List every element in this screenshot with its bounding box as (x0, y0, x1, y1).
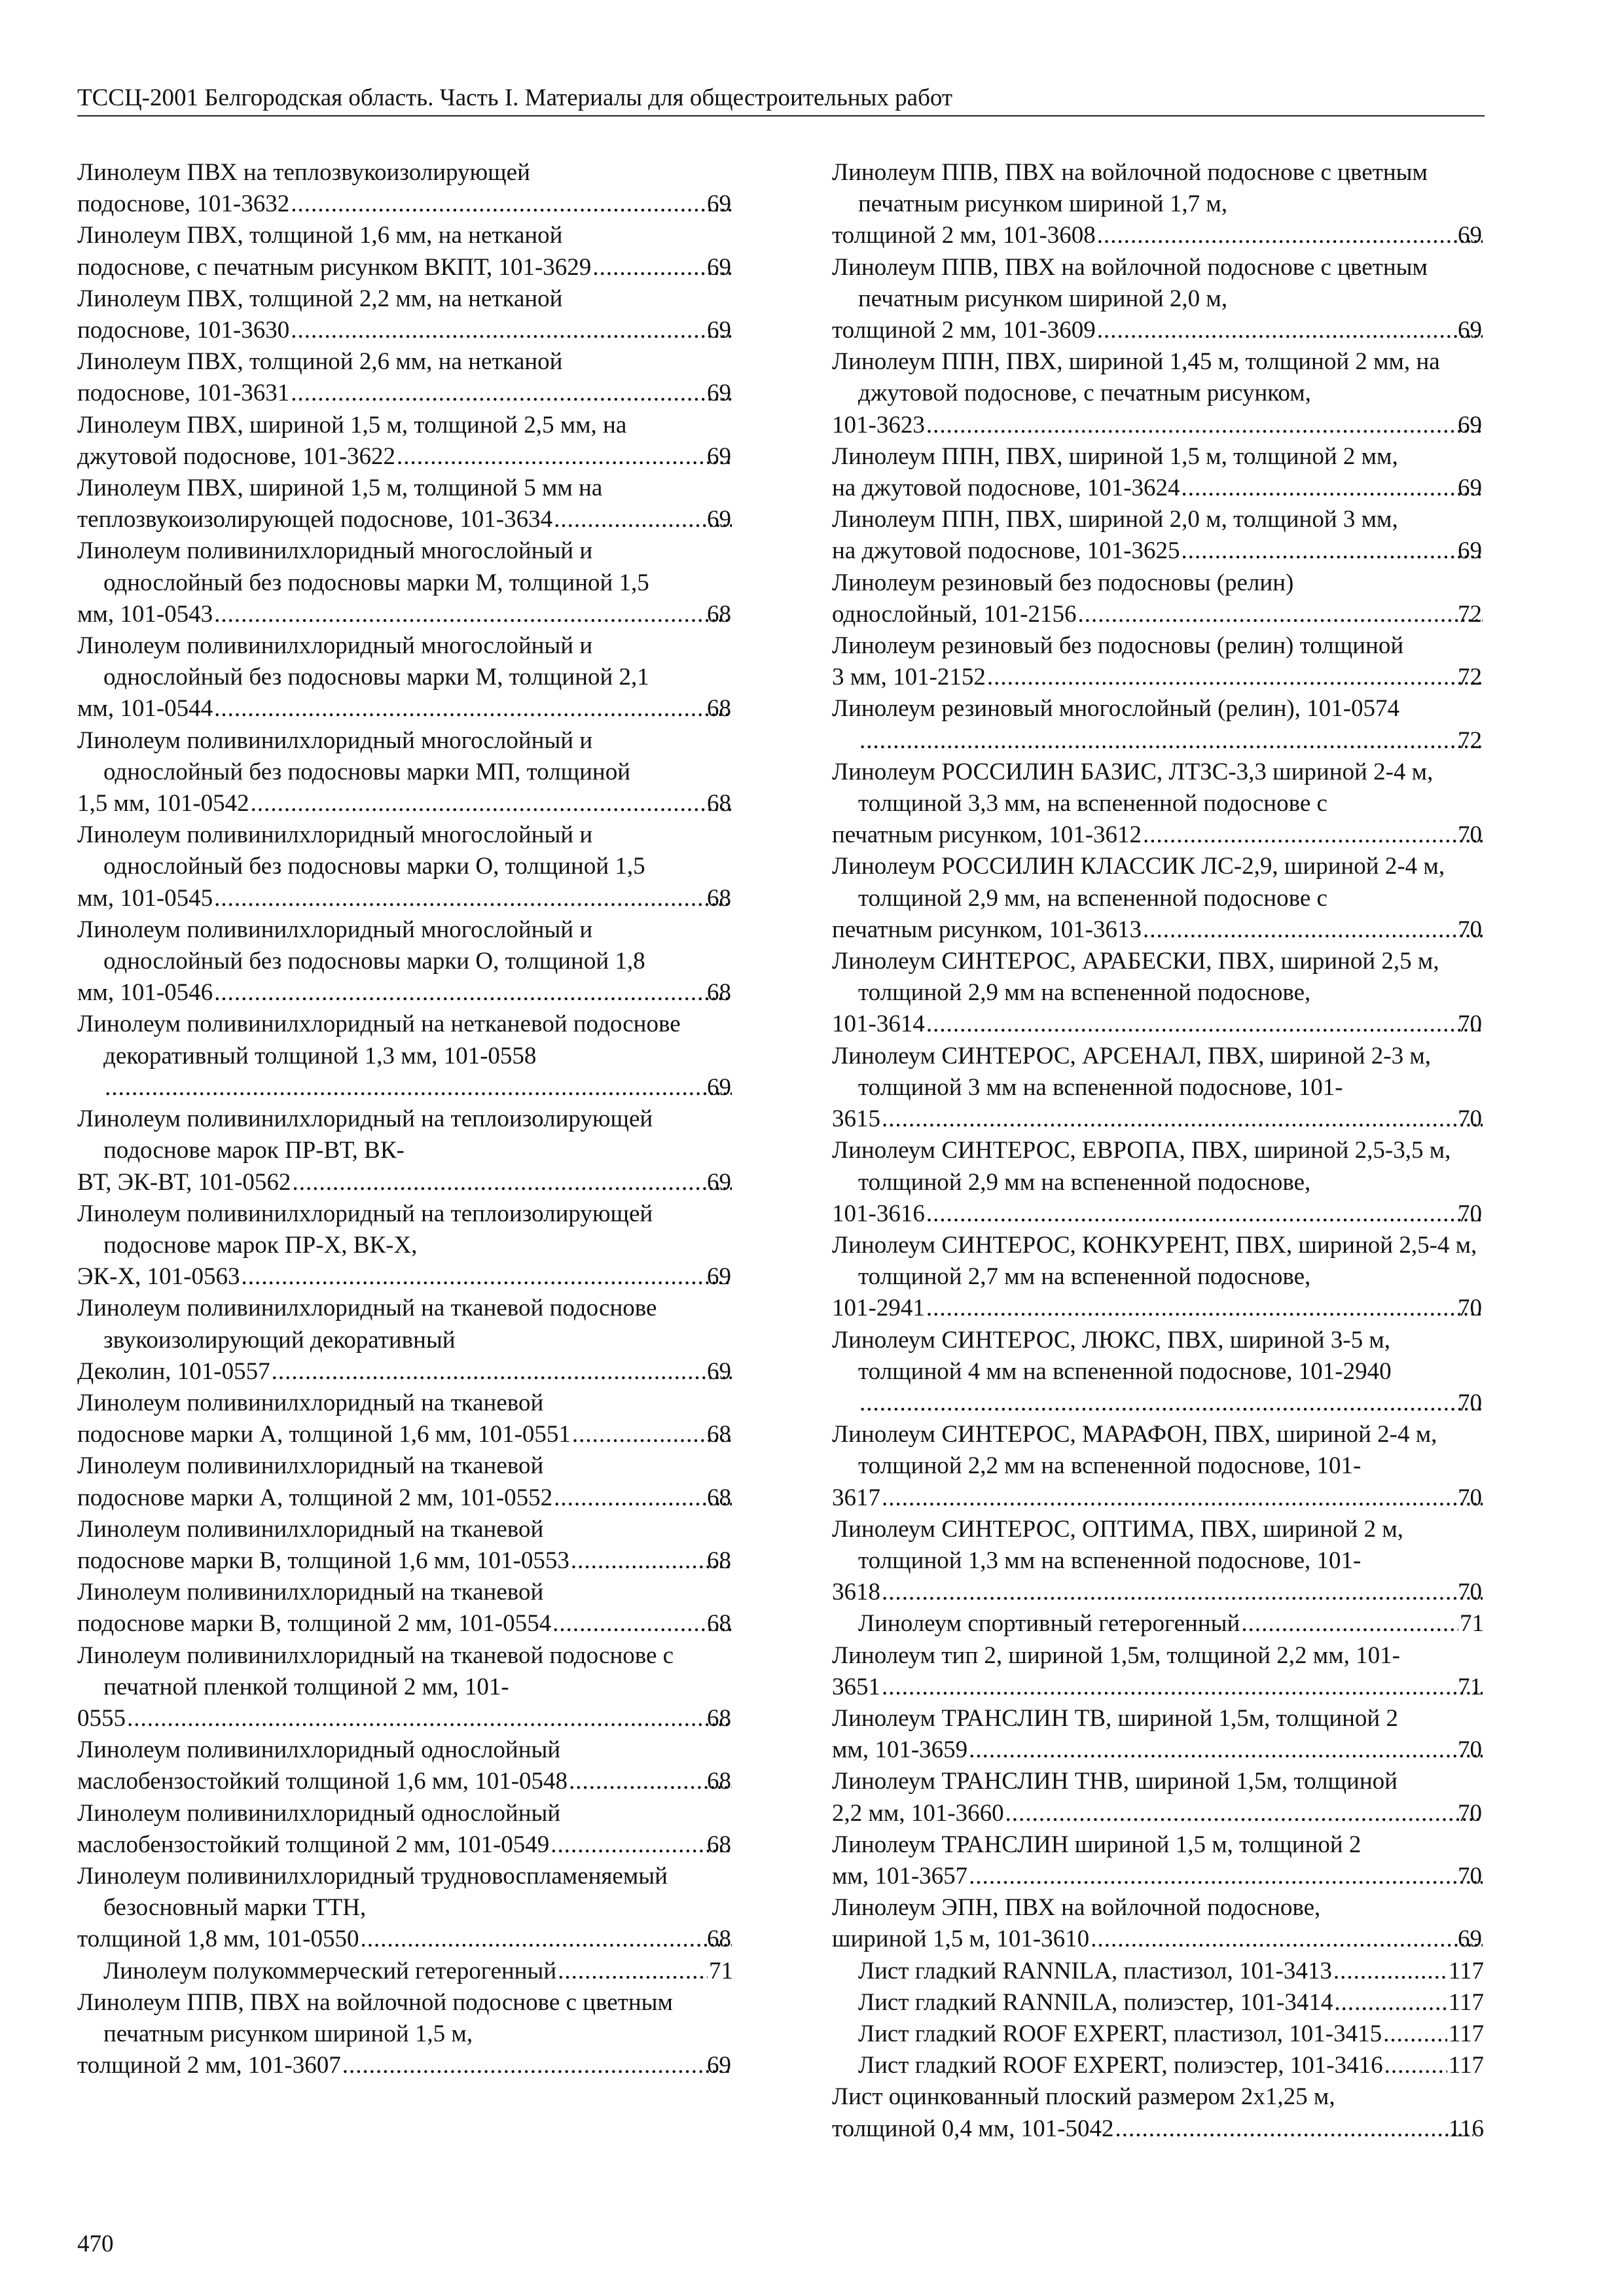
dot-leader (1143, 914, 1483, 946)
index-entry-text-end: 101-3623 (832, 411, 925, 439)
dot-leader (214, 883, 732, 914)
dot-leader (1077, 599, 1483, 630)
dot-leader (291, 378, 732, 409)
index-entry: Линолеум поливинилхлоридный на теплоизолирующей подоснове марок ПР-ВТ, ВК- ВТ, ЭК-ВТ, 101-0562 ..... 69 (77, 1103, 733, 1198)
dot-leader (105, 1072, 732, 1103)
index-entry-text: Линолеум поливинилхлоридный многослойный и однослойный без подосновы марки М, толщиной 1,5 (77, 537, 649, 596)
index-entry-text-end: печатным рисунком, 101-3612 (832, 821, 1142, 849)
index-entry: Линолеум ЭПН, ПВХ на войлочной подоснове, шириной 1,5 м, 101-3610 ..... 69 (832, 1892, 1484, 1955)
index-entry (832, 1608, 1484, 1640)
index-entry-text: Линолеум поливинилхлоридный на тканевой (77, 1579, 544, 1606)
dot-leader (1097, 220, 1483, 251)
dot-leader (291, 315, 732, 346)
index-entry-text: Линолеум поливинилхлоридный на тканевой (77, 1389, 544, 1416)
index-entry: Линолеум поливинилхлоридный многослойный и однослойный без подосновы марки МП, толщиной 1,5 мм, 101-0542 ..... 68 (77, 725, 733, 820)
index-entry: Линолеум поливинилхлоридный трудновоспламеняемый безосновный марки ТТН, толщиной 1,8 мм, 101-0550 ..... 68 (77, 1861, 733, 1956)
index-entry: Линолеум поливинилхлоридный однослойный маслобензостойкий толщиной 1,6 мм, 101-0548 ..... 68 (77, 1734, 733, 1797)
index-entry-text: Линолеум поливинилхлоридный многослойный и однослойный без подосновы марки О, толщиной 1,5 (77, 821, 645, 880)
dot-leader (272, 1356, 732, 1388)
index-entry-text: Линолеум ППН, ПВХ, шириной 1,45 м, толщиной 2 мм, на джутовой подоснове, с печатным рисунком, (832, 348, 1440, 407)
index-entry: Линолеум ПВХ, шириной 1,5 м, толщиной 2,5 мм, на джутовой подоснове, 101-3622 ..... 69 (77, 410, 733, 473)
index-entry: Линолеум ППВ, ПВХ на войлочной подоснове с цветным печатным рисунком шириной 1,7 м, толщиной 2 мм, 101-3608 ..... 69 (832, 157, 1484, 252)
index-entry-text-end: 101-3614 (832, 1011, 925, 1038)
index-entry-text: Линолеум РОССИЛИН БАЗИС, ЛТЗС-3,3 шириной 2-4 м, толщиной 3,3 мм, на вспененной подоснове с (832, 758, 1434, 817)
index-entry-text-end: толщиной 1,8 мм, 101-0550 (77, 1926, 359, 1953)
dot-leader (1241, 1608, 1458, 1640)
dot-leader (882, 1103, 1483, 1135)
dot-leader (926, 1198, 1483, 1230)
index-entry-text-end: подоснове марки А, толщиной 2 мм, 101-0552 (77, 1484, 553, 1511)
index-entry-text: Линолеум поливинилхлоридный на тканевой подоснове с печатной пленкой толщиной 2 мм, 101- (77, 1641, 674, 1700)
dot-leader (1097, 315, 1483, 346)
index-entry: Линолеум ППН, ПВХ, шириной 1,5 м, толщиной 2 мм, на джутовой подоснове, 101-3624 ..... 69 (832, 441, 1484, 504)
index-entry-text-end: 3615 (832, 1105, 880, 1133)
index-entry-text-end: подоснове, 101-3632 (77, 190, 290, 218)
index-entry: Линолеум поливинилхлоридный на тканевой подоснове с печатной пленкой толщиной 2 мм, 101- 0555 ..... 68 (77, 1640, 733, 1735)
index-entry-text-end: Линолеум спортивный гетерогенный (858, 1610, 1240, 1638)
dot-leader (1384, 2050, 1447, 2081)
page-reference: 117 (1448, 2020, 1484, 2047)
dot-leader (926, 1293, 1483, 1324)
dot-leader (554, 1482, 732, 1514)
index-entry: Линолеум СИНТЕРОС, ЛЮКС, ПВХ, шириной 3-5 м, толщиной 4 мм на вспененной подоснове, 101-2940 ..... 70 (832, 1325, 1484, 1420)
index-entry-text: Линолеум РОССИЛИН КЛАССИК ЛС-2,9, шириной 2-4 м, толщиной 2,9 мм, на вспененной подоснове с (832, 853, 1445, 912)
index-entry: Линолеум поливинилхлоридный на тканевой подоснове марки А, толщиной 2 мм, 101-0552 ..... 68 (77, 1450, 733, 1513)
index-entry-text-end: 1,5 мм, 101-0542 (77, 790, 249, 817)
index-entry-text: Линолеум поливинилхлоридный на тканевой подоснове звукоизолирующий декоративный (77, 1295, 657, 1354)
index-entry: Линолеум СИНТЕРОС, АРАБЕСКИ, ПВХ, шириной 2,5 м, толщиной 2,9 мм на вспененной подоснове, 101-3614 ..... 70 (832, 946, 1484, 1041)
index-entry-text: Линолеум ЭПН, ПВХ на войлочной подоснове, (832, 1894, 1321, 1922)
index-entry-text: Линолеум поливинилхлоридный на тканевой (77, 1515, 544, 1543)
index-entry: Линолеум СИНТЕРОС, ОПТИМА, ПВХ, шириной 2 м, толщиной 1,3 мм на вспененной подоснове, 101- 3618 ..... 70 (832, 1514, 1484, 1609)
index-entry (832, 2050, 1484, 2081)
index-entry: Линолеум РОССИЛИН БАЗИС, ЛТЗС-3,3 шириной 2-4 м, толщиной 3,3 мм, на вспененной подоснове с печатным рисунком, 101-3612 ..... 70 (832, 757, 1484, 852)
dot-leader (214, 977, 732, 1009)
index-entry (77, 1956, 733, 1987)
dot-leader (1182, 473, 1483, 504)
dot-leader (1005, 1798, 1483, 1829)
page-reference: 117 (1448, 2052, 1484, 2079)
dot-leader (987, 662, 1483, 693)
index-entry-text: Линолеум поливинилхлоридный многослойный и однослойный без подосновы марки О, толщиной 1,8 (77, 916, 645, 975)
index-entry-text-end: 101-3616 (832, 1200, 925, 1227)
index-entry (832, 1987, 1484, 2018)
index-entry-text: Линолеум ППВ, ПВХ на войлочной подоснове с цветным печатным рисунком шириной 1,7 м, (832, 159, 1428, 218)
index-entry: Линолеум ПВХ, толщиной 2,6 мм, на нетканой подоснове, 101-3631 ..... 69 (77, 346, 733, 409)
index-entry (832, 2018, 1484, 2050)
index-entry-text-end: однослойный, 101-2156 (832, 600, 1077, 628)
index-entry-text: Линолеум поливинилхлоридный трудновоспламеняемый безосновный марки ТТН, (77, 1862, 668, 1922)
index-entry-text-end: подоснове марки В, толщиной 2 мм, 101-0554 (77, 1610, 552, 1638)
index-entry-text-end: подоснове, с печатным рисунком ВКПТ, 101-3629 (77, 253, 592, 281)
index-entry-text-end: печатным рисунком, 101-3613 (832, 916, 1142, 943)
index-entry-text-end: 2,2 мм, 101-3660 (832, 1799, 1004, 1827)
index-entry-text: Линолеум ППН, ПВХ, шириной 2,0 м, толщиной 3 мм, (832, 506, 1398, 533)
dot-leader (1333, 1956, 1447, 1987)
index-entry-text: Линолеум СИНТЕРОС, ЛЮКС, ПВХ, шириной 3-5 м, толщиной 4 мм на вспененной подоснове, 101-2940 (832, 1326, 1392, 1385)
index-entry-text-end: Лист гладкий RANNILA, полиэстер, 101-3414 (858, 1988, 1333, 2016)
index-entry: Линолеум поливинилхлоридный на тканевой подоснове марки А, толщиной 1,6 мм, 101-0551 ..... 68 (77, 1388, 733, 1450)
index-entry: Линолеум ППН, ПВХ, шириной 1,45 м, толщиной 2 мм, на джутовой подоснове, с печатным рисунком, 101-3623 ..... 69 (832, 346, 1484, 441)
dot-leader (397, 441, 732, 473)
index-entry: Линолеум поливинилхлоридный многослойный и однослойный без подосновы марки М, толщиной 1,5 мм, 101-0543 ..... 68 (77, 535, 733, 630)
dot-leader (292, 1167, 732, 1198)
dot-leader (214, 693, 732, 725)
index-entry-text-end: 3618 (832, 1579, 880, 1606)
index-entry: Линолеум поливинилхлоридный многослойный и однослойный без подосновы марки О, толщиной 1,5 мм, 101-0545 ..... 68 (77, 819, 733, 914)
index-entry: Линолеум ТРАНСЛИН ТНВ, шириной 1,5м, толщиной 2,2 мм, 101-3660 ..... 70 (832, 1766, 1484, 1829)
page-number: 470 (77, 2231, 114, 2257)
dot-leader (251, 788, 732, 819)
index-entry-text: Линолеум СИНТЕРОС, АРСЕНАЛ, ПВХ, шириной 2-3 м, толщиной 3 мм на вспененной подоснове, 101- (832, 1042, 1431, 1101)
index-entry: Линолеум ТРАНСЛИН ТВ, шириной 1,5м, толщиной 2 мм, 101-3659 ..... 70 (832, 1703, 1484, 1766)
index-entry-text: Линолеум поливинилхлоридный на тканевой (77, 1452, 544, 1480)
dot-leader (926, 410, 1483, 441)
index-entry-text-end: мм, 101-0546 (77, 979, 213, 1007)
index-entry-text: Линолеум ПВХ, толщиной 1,6 мм, на нетканой (77, 222, 563, 249)
index-entry: Линолеум поливинилхлоридный на тканевой подоснове звукоизолирующий декоративный Деколин, 101-0557 ..... 69 (77, 1293, 733, 1388)
dot-leader (882, 1672, 1483, 1703)
dot-leader (926, 1009, 1483, 1040)
index-entry-text: Линолеум поливинилхлоридный на теплоизолирующей подоснове марок ПР-ВТ, ВК- (77, 1105, 653, 1164)
index-entry: Линолеум ПВХ, толщиной 2,2 мм, на нетканой подоснове, 101-3630 ..... 69 (77, 283, 733, 346)
dot-leader (1383, 2018, 1447, 2050)
index-entry-text: Линолеум ППВ, ПВХ на войлочной подоснове с цветным печатным рисунком шириной 2,0 м, (832, 253, 1428, 312)
index-entry-text: Линолеум СИНТЕРОС, МАРАФОН, ПВХ, шириной 2-4 м, толщиной 2,2 мм на вспененной подоснове, 101- (832, 1421, 1437, 1480)
index-entry-text-end: толщиной 2 мм, 101-3607 (77, 2052, 341, 2079)
index-entry: Линолеум ППН, ПВХ, шириной 2,0 м, толщиной 3 мм, на джутовой подоснове, 101-3625 ..... 69 (832, 504, 1484, 567)
index-entry-text-end: маслобензостойкий толщиной 1,6 мм, 101-0548 (77, 1768, 568, 1795)
index-entry-text: Линолеум поливинилхлоридный на нетканевой подоснове декоративный толщиной 1,3 мм, 101-0558 (77, 1011, 681, 1069)
index-entry-text-end: мм, 101-3659 (832, 1736, 968, 1764)
dot-leader (859, 1388, 1483, 1419)
index-column-right (832, 157, 1484, 2145)
index-entry-text: Линолеум резиновый без подосновы (релин) толщиной (832, 632, 1404, 660)
dot-leader (1182, 535, 1483, 567)
dot-leader (360, 1924, 732, 1955)
page-reference: 117 (1448, 1988, 1484, 2016)
index-entry-text-end: 3651 (832, 1673, 880, 1700)
index-entry: Линолеум поливинилхлоридный на тканевой подоснове марки В, толщиной 2 мм, 101-0554 ..... 68 (77, 1577, 733, 1640)
dot-leader (127, 1703, 732, 1734)
dot-leader (550, 1829, 732, 1861)
index-entry-text: Линолеум ПВХ, шириной 1,5 м, толщиной 5 мм на (77, 475, 603, 502)
index-entry: Линолеум резиновый многослойный (релин), 101-0574 ..... 72 (832, 693, 1484, 756)
index-entry-text-end: мм, 101-0544 (77, 695, 213, 723)
index-entry: Линолеум ПВХ на теплозвукоизолирующей подоснове, 101-3632 ..... 69 (77, 157, 733, 220)
index-entry-text-end: на джутовой подоснове, 101-3624 (832, 475, 1180, 502)
dot-leader (1143, 819, 1483, 851)
page-reference: 71 (709, 1957, 733, 1984)
index-entry-text-end: Лист гладкий ROOF EXPERT, полиэстер, 101-3416 (858, 2052, 1383, 2079)
index-entry-text-end: Линолеум полукоммерческий гетерогенный (103, 1957, 557, 1984)
index-entry-text-end: теплозвукоизолирующей подоснове, 101-3634 (77, 506, 553, 533)
index-entry: Линолеум СИНТЕРОС, АРСЕНАЛ, ПВХ, шириной 2-3 м, толщиной 3 мм на вспененной подоснове, 101- 3615 ..... 70 (832, 1041, 1484, 1136)
index-entry: Линолеум СИНТЕРОС, МАРАФОН, ПВХ, шириной 2-4 м, толщиной 2,2 мм на вспененной подоснове, 101- 3617 ..... 70 (832, 1419, 1484, 1514)
index-entry-text-end: джутовой подоснове, 101-3622 (77, 442, 396, 470)
page-reference: 116 (1448, 2115, 1484, 2142)
index-entry-text-end: толщиной 0,4 мм, 101-5042 (832, 2115, 1114, 2142)
index-entry-text: Линолеум резиновый без подосновы (релин) (832, 569, 1294, 596)
index-entry-text-end: ЭК-Х, 101-0563 (77, 1263, 240, 1291)
dot-leader (859, 725, 1483, 757)
index-entry-text: Линолеум ТРАНСЛИН ТНВ, шириной 1,5м, толщиной (832, 1768, 1398, 1795)
index-entry-text-end: толщиной 2 мм, 101-3609 (832, 317, 1096, 344)
index-entry: Линолеум тип 2, шириной 1,5м, толщиной 2,2 мм, 101- 3651 ..... 71 (832, 1640, 1484, 1703)
index-entry-text: Линолеум ПВХ на теплозвукоизолирующей (77, 159, 530, 186)
index-entry-text-end: Деколин, 101-0557 (77, 1357, 270, 1385)
index-entry: Линолеум ПВХ, толщиной 1,6 мм, на нетканой подоснове, с печатным рисунком ВКПТ, 101-3629 ..... 69 (77, 220, 733, 283)
index-entry-text: Линолеум СИНТЕРОС, ЕВРОПА, ПВХ, шириной 2,5-3,5 м, толщиной 2,9 мм на вспененной подоснове, (832, 1137, 1451, 1196)
index-entry-text: Линолеум ТРАНСЛИН шириной 1,5 м, толщиной 2 (832, 1831, 1362, 1858)
page-reference: 71 (1460, 1610, 1484, 1638)
index-entry-text-end: 3 мм, 101-2152 (832, 664, 986, 691)
index-entry-text-end: Лист гладкий RANNILA, пластизол, 101-3413 (858, 1957, 1332, 1984)
index-entry-text: Линолеум ПВХ, шириной 1,5 м, толщиной 2,5 мм, на (77, 411, 627, 439)
dot-leader (342, 2050, 732, 2081)
dot-leader (554, 504, 732, 535)
index-entry (832, 1956, 1484, 1987)
dot-leader (882, 1482, 1483, 1514)
index-entry: Линолеум резиновый без подосновы (релин) однослойный, 101-2156 ..... 72 (832, 567, 1484, 630)
index-entry: Линолеум резиновый без подосновы (релин) толщиной 3 мм, 101-2152 ..... 72 (832, 630, 1484, 693)
dot-leader (552, 1608, 732, 1640)
index-entry: Линолеум поливинилхлоридный многослойный и однослойный без подосновы марки О, толщиной 1,8 мм, 101-0546 ..... 68 (77, 914, 733, 1009)
dot-leader (969, 1861, 1483, 1892)
dot-leader (1334, 1987, 1447, 2018)
index-entry-text-end: шириной 1,5 м, 101-3610 (832, 1926, 1090, 1953)
index-entry-text: Линолеум ПВХ, толщиной 2,6 мм, на нетканой (77, 348, 563, 376)
index-entry-text-end: подоснове марки В, толщиной 1,6 мм, 101-0553 (77, 1547, 569, 1574)
page-reference: 117 (1448, 1957, 1484, 1984)
index-entry: Линолеум ППВ, ПВХ на войлочной подоснове с цветным печатным рисунком шириной 2,0 м, толщиной 2 мм, 101-3609 ..... 69 (832, 252, 1484, 347)
dot-leader (1115, 2113, 1473, 2145)
index-entry-text: Линолеум ППВ, ПВХ на войлочной подоснове с цветным печатным рисунком шириной 1,5 м, (77, 1988, 673, 2047)
index-entry-text-end: толщиной 2 мм, 101-3608 (832, 222, 1096, 249)
index-entry-text-end: 101-2941 (832, 1295, 925, 1322)
index-entry-text-end: подоснове, 101-3631 (77, 380, 290, 407)
index-entry: Линолеум поливинилхлоридный на теплоизолирующей подоснове марок ПР-Х, ВК-Х, ЭК-Х, 101-0563 ..... 69 (77, 1198, 733, 1293)
index-entry-text: Линолеум поливинилхлоридный многослойный и однослойный без подосновы марки МП, толщиной (77, 726, 631, 785)
index-entry: Линолеум СИНТЕРОС, ЕВРОПА, ПВХ, шириной 2,5-3,5 м, толщиной 2,9 мм на вспененной подоснове, 101-3616 ..... 70 (832, 1135, 1484, 1230)
index-entry-text-end: мм, 101-0545 (77, 884, 213, 912)
index-entry: Линолеум РОССИЛИН КЛАССИК ЛС-2,9, шириной 2-4 м, толщиной 2,9 мм, на вспененной подоснове с печатным рисунком, 101-3613 ..... 70 (832, 851, 1484, 946)
index-entry-text-end: подоснове, 101-3630 (77, 317, 290, 344)
index-entry-text-end: маслобензостойкий толщиной 2 мм, 101-0549 (77, 1831, 550, 1858)
dot-leader (241, 1261, 732, 1293)
index-entry-text: Линолеум СИНТЕРОС, ОПТИМА, ПВХ, шириной 2 м, толщиной 1,3 мм на вспененной подоснове, 101- (832, 1515, 1403, 1574)
index-entry-text: Линолеум поливинилхлоридный однослойный (77, 1799, 561, 1827)
index-entry-text: Линолеум ППН, ПВХ, шириной 1,5 м, толщиной 2 мм, (832, 442, 1398, 470)
running-header: ТССЦ-2001 Белгородская область. Часть I. Материалы для общестроительных работ (77, 82, 1485, 117)
dot-leader (558, 1956, 708, 1987)
dot-leader (882, 1577, 1483, 1608)
index-entry-text: Линолеум ПВХ, толщиной 2,2 мм, на нетканой (77, 285, 563, 312)
index-entry (832, 2081, 1484, 2144)
index-entry-text-end: 0555 (77, 1704, 126, 1732)
index-entry: Линолеум СИНТЕРОС, КОНКУРЕНТ, ПВХ, шириной 2,5-4 м, толщиной 2,7 мм на вспененной подоснове, 101-2941 ..... 70 (832, 1230, 1484, 1325)
index-entry: Линолеум поливинилхлоридный на нетканевой подоснове декоративный толщиной 1,3 мм, 101-0558 ..... 69 (77, 1009, 733, 1103)
index-entry: Линолеум поливинилхлоридный однослойный маслобензостойкий толщиной 2 мм, 101-0549 ..... 68 (77, 1798, 733, 1861)
index-entry-text: Линолеум СИНТЕРОС, КОНКУРЕНТ, ПВХ, шириной 2,5-4 м, толщиной 2,7 мм на вспененной подоснове, (832, 1231, 1477, 1291)
index-entry-text-end: мм, 101-3657 (832, 1862, 968, 1890)
index-entry-text: Линолеум тип 2, шириной 1,5м, толщиной 2,2 мм, 101- (832, 1641, 1400, 1669)
index-entry-text: Линолеум поливинилхлоридный однослойный (77, 1736, 561, 1764)
index-entry-text: Линолеум ТРАНСЛИН ТВ, шириной 1,5м, толщиной 2 (832, 1704, 1398, 1732)
index-entry-text-end: на джутовой подоснове, 101-3625 (832, 537, 1180, 565)
index-entry-text: Линолеум резиновый многослойный (релин), 101-0574 (832, 695, 1400, 723)
dot-leader (291, 188, 732, 220)
index-entry-text-end: мм, 101-0543 (77, 600, 213, 628)
index-column-left (77, 157, 733, 2081)
dot-leader (1091, 1924, 1483, 1955)
index-entry-text-end: 3617 (832, 1484, 880, 1511)
index-entry-text: Лист оцинкованный плоский размером 2х1,25 м, (832, 2083, 1335, 2111)
index-entry: Линолеум ПВХ, шириной 1,5 м, толщиной 5 мм на теплозвукоизолирующей подоснове, 101-3634 ..... 69 (77, 473, 733, 535)
index-entry-text: Линолеум СИНТЕРОС, АРАБЕСКИ, ПВХ, шириной 2,5 м, толщиной 2,9 мм на вспененной подоснове, (832, 948, 1439, 1007)
index-entry: Линолеум ППВ, ПВХ на войлочной подоснове с цветным печатным рисунком шириной 1,5 м, толщиной 2 мм, 101-3607 ..... 69 (77, 1987, 733, 2082)
index-entry-text-end: Лист гладкий ROOF EXPERT, пластизол, 101-3415 (858, 2020, 1382, 2047)
dot-leader (969, 1734, 1483, 1766)
index-entry-text-end: ВТ, ЭК-ВТ, 101-0562 (77, 1168, 291, 1196)
index-entry: Линолеум ТРАНСЛИН шириной 1,5 м, толщиной 2 мм, 101-3657 ..... 70 (832, 1829, 1484, 1892)
index-entry-text-end: подоснове марки А, толщиной 1,6 мм, 101-0551 (77, 1421, 571, 1448)
index-entry-text: Линолеум поливинилхлоридный многослойный и однослойный без подосновы марки М, толщиной 2,1 (77, 632, 649, 691)
index-entry: Линолеум поливинилхлоридный на тканевой подоснове марки В, толщиной 1,6 мм, 101-0553 ..... 68 (77, 1514, 733, 1577)
index-entry-text: Линолеум поливинилхлоридный на теплоизолирующей подоснове марок ПР-Х, ВК-Х, (77, 1200, 653, 1259)
index-entry: Линолеум поливинилхлоридный многослойный и однослойный без подосновы марки М, толщиной 2,1 мм, 101-0544 ..... 68 (77, 630, 733, 725)
dot-leader (214, 599, 732, 630)
